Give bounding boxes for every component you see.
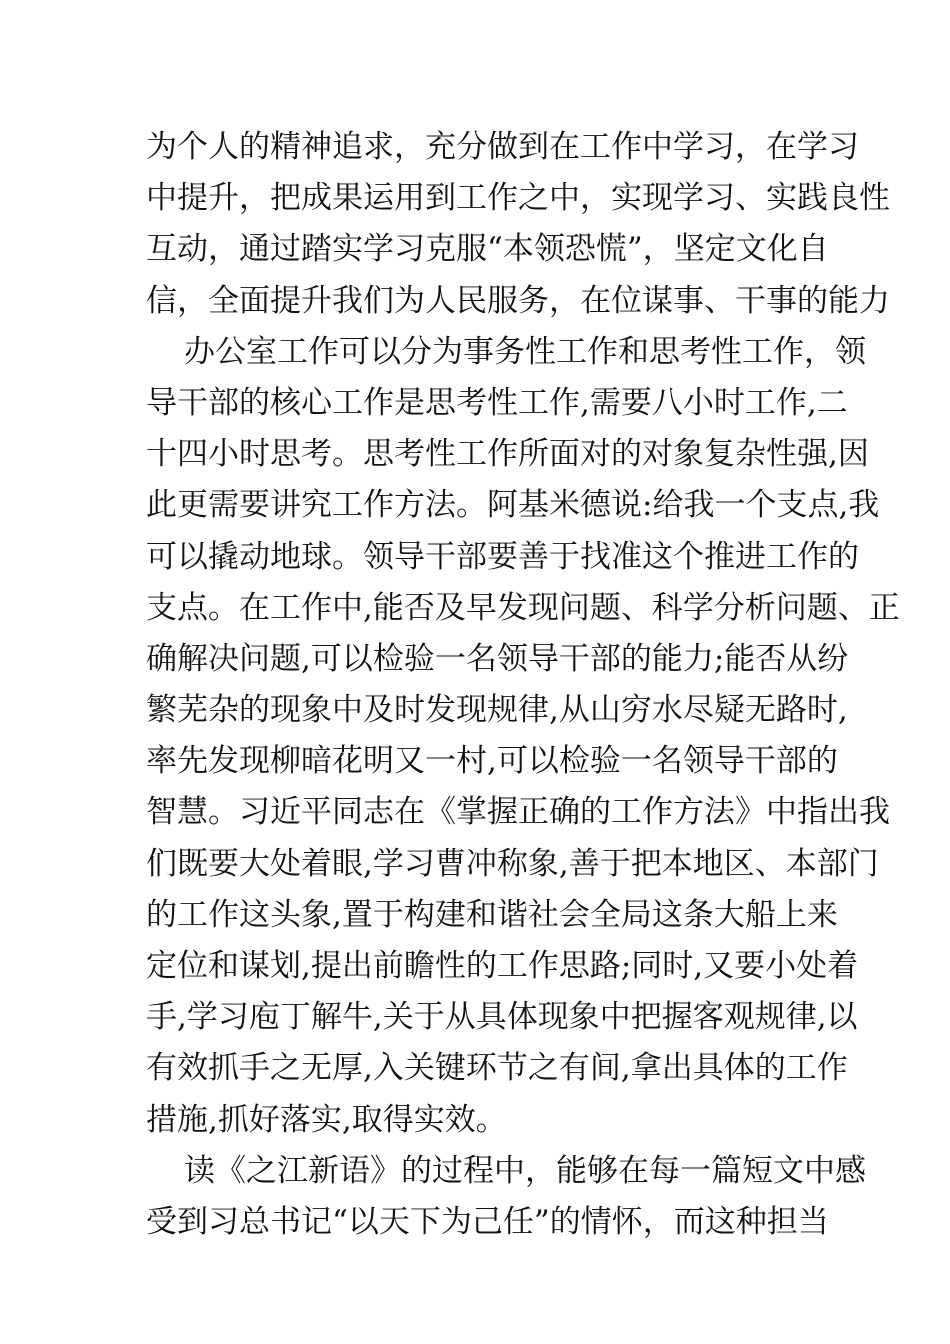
paragraph-first-line: 办公室工作可以分为事务性工作和思考性工作，领	[184, 333, 866, 370]
text-line: 繁芜杂的现象中及时发现规律,从山穷水尽疑无路时,	[146, 692, 848, 729]
text-line: 支点。在工作中,能否及早发现问题、科学分析问题、正	[146, 589, 900, 626]
text-line: 中提升，把成果运用到工作之中，实现学习、实践良性	[146, 180, 890, 217]
text-line: 为个人的精神追求，充分做到在工作中学习，在学习	[146, 129, 859, 165]
text-line: 导干部的核心工作是思考性工作,需要八小时工作,二	[146, 384, 848, 421]
text-line: 确解决问题,可以检验一名领导干部的能力;能否从纷	[146, 640, 849, 677]
text-line: 定位和谋划,提出前瞻性的工作思路;同时,又要小处着	[146, 948, 859, 984]
text-line: 互动，通过踏实学习克服“本领恐慌”，坚定文化自	[146, 231, 829, 268]
text-line: 率先发现柳暗花明又一村,可以检验一名领导干部的	[146, 743, 838, 780]
text-line: 此更需要讲究工作方法。阿基米德说:给我一个支点,我	[146, 487, 880, 524]
text-line: 有效抓手之无厚,入关键环节之有间,拿出具体的工作	[146, 1050, 848, 1087]
text-line: 手,学习庖丁解牛,关于从具体现象中把握客观规律,以	[146, 999, 858, 1036]
text-line: 措施,抓好落实,取得实效。	[146, 1101, 507, 1138]
paragraph-first-line: 读《之江新语》的过程中，能够在每一篇短文中感	[184, 1152, 866, 1189]
text-line: 信，全面提升我们为人民服务，在位谋事、干事的能力	[146, 282, 890, 319]
text-line: 们既要大处着眼,学习曹冲称象,善于把本地区、本部门	[146, 845, 879, 882]
text-line: 的工作这头象,置于构建和谐社会全局这条大船上来	[146, 896, 838, 933]
text-line: 智慧。习近平同志在《掌握正确的工作方法》中指出我	[146, 794, 890, 831]
text-line: 十四小时思考。思考性工作所面对的对象复杂性强,因	[146, 436, 869, 473]
text-line: 受到习总书记“以天下为己任”的情怀，而这种担当	[146, 1203, 829, 1240]
text-line: 可以撬动地球。领导干部要善于找准这个推进工作的	[146, 538, 859, 575]
body-text	[146, 122, 900, 1248]
